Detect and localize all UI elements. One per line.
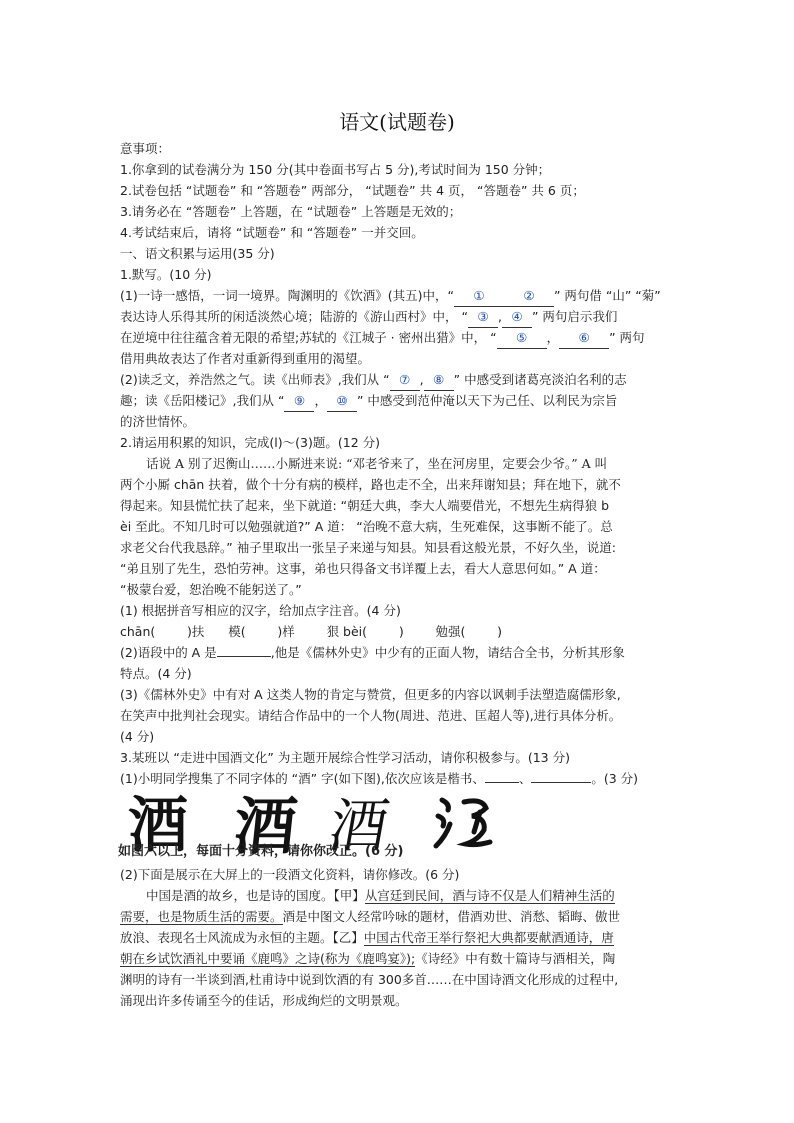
question-1-line: 趣；读《岳阳楼记》,我们从 “ ⑨ ， ⑩ ” 中感受到范仲淹以天下为己任、以利民为宗旨 — [120, 390, 690, 412]
jiu-calligraphy-figure — [124, 790, 524, 863]
text-segment: 、 — [518, 771, 532, 786]
question-3-title: 3.某班以 “走进中国酒文化” 为主题开展综合性学习活动，请你积极参与。(13 分) — [120, 750, 570, 765]
sub-question — [120, 642, 690, 663]
notice-item: 3.请务必在 “答题卷” 上答题，在 “试题卷” 上答题是无效的； — [120, 204, 462, 219]
question-1-line: 表达诗人乐得其所的闲适淡然心境；陆游的《游山西村》中， “ ③ , ④ ” 两句启示我们 — [120, 306, 690, 328]
blank-4[interactable]: ④ — [502, 306, 532, 328]
blank-8[interactable]: ⑧ — [424, 369, 454, 391]
underlined-sentence-yi[interactable]: 朝在乡试饮酒礼中要诵《鹿鸣》之诗(称为《鹿鸣宴》); — [120, 951, 416, 966]
text-segment: (2)语段中的 A 是 — [120, 645, 217, 660]
underlined-sentence-jia[interactable]: 需要，也是物质生活的需要。 — [120, 909, 283, 924]
material-passage-line: 涌现出许多传诵至今的佳话，形成绚烂的文明景观。 — [120, 993, 408, 1008]
blank-10[interactable]: ⑩ — [327, 390, 357, 412]
question-1-line: 在逆境中往往蕴含着无限的希望;苏轼的《江城子 · 密州出猎》中， “ ⑤ ， ⑥ ” 两句 — [120, 327, 690, 349]
reading-passage-line: 求老父台代我恳辞。” 袖子里取出一张呈子来递与知县。知县看这般光景，不好久坐，说道: — [120, 540, 616, 555]
clipped-caption-line — [118, 844, 518, 861]
pinyin-row: chān( )扶 模( )样 狠 bèi( ) 勉强( ) — [120, 624, 503, 639]
text-segment: ” 两句借 “山” “菊” — [553, 288, 661, 303]
sub-question: (2)下面是展示在大屏上的一段酒文化资料，请你修改。(6 分) — [120, 867, 460, 882]
material-passage-line — [120, 885, 716, 906]
sub-question: (3)《儒林外史》中有对 A 这类人物的肯定与赞赏，但更多的内容以讽刺手法塑造腐儒形象, — [120, 687, 621, 702]
sub-question — [120, 768, 690, 789]
reading-passage-line: 得起来。知县慌忙扶了起来，坐下就道: “朝廷大典，李大人端要借光，不想先生病得狼 b — [120, 498, 610, 513]
notice-heading: 意事项： — [120, 141, 171, 156]
blank-1[interactable]: ① — [454, 285, 504, 307]
notice-item: 2.试卷包括 “试题卷” 和 “答题卷” 两部分， “试题卷” 共 4 页， “答题卷” 共 6 页； — [120, 183, 585, 198]
text-segment: 《诗经》中有数十篇诗与酒相关，陶 — [415, 951, 616, 966]
notice-item: 4.考试结束后，请将 “试题卷” 和 “答题卷” 一并交回。 — [120, 225, 424, 240]
text-segment: ,他是《儒林外史》中少有的正面人物，请结合全书，分析其形象 — [270, 645, 625, 660]
sub-question: 在笑声中批判社会现实。请结合作品中的一个人物(周进、范进、匡超人等),进行具体分析。 — [120, 708, 622, 723]
section-heading: 一、语文积累与运用(35 分) — [120, 246, 275, 261]
question-1-line — [120, 285, 690, 307]
material-passage-line — [120, 927, 690, 948]
reading-passage-line: “弟且别了先生，恐怕劳神。这事，弟也只得备文书详覆上去，看大人意思何如。” A 道： — [120, 561, 606, 576]
text-segment: 中国是酒的故乡，也是诗的国度。【甲】 — [146, 888, 365, 903]
text-segment: ” 中感受到范仲淹以天下为己任、以利民为宗旨 — [356, 393, 618, 408]
jiu-glyph-xing: 酒 — [323, 792, 394, 860]
jiu-glyph-cao — [436, 800, 490, 846]
text-segment: (2)读乏文，养浩然之气。读《出师表》,我们从 “ — [120, 372, 390, 387]
text-segment: 趣；读《岳阳楼记》,我们从 “ — [120, 393, 285, 408]
reading-passage-line: 话说 A 别了迟衡山……小厮进来说: “邓老爷来了，坐在河房里，定要会少爷。” A 叫 — [146, 456, 608, 471]
text-segment: 酒是中图文人经常吟咏的题材，借酒劝世、消愁、韬晦、傲世 — [282, 909, 621, 924]
text-segment: (1)小明同学搜集了不同字体的 “酒” 字(如下图),依次应该是楷书、 — [120, 771, 485, 786]
page-title: 语文(试题卷) — [339, 110, 455, 134]
material-passage-line — [120, 906, 690, 927]
text-segment: ” 两句 — [609, 330, 645, 345]
blank-font-4[interactable] — [565, 782, 591, 783]
jiu-glyph-li: 酒 — [230, 790, 300, 863]
blank-font-3[interactable] — [531, 782, 565, 783]
blank-a-name[interactable] — [217, 656, 271, 657]
text-segment: 表达诗人乐得其所的闲适淡然心境；陆游的《游山西村》中， “ — [120, 309, 468, 324]
reading-passage-line: “极蒙台爱，恕治晚不能躬送了。” — [120, 582, 302, 597]
material-passage-line: 渊明的诗有一半谈到酒,杜甫诗中说到饮酒的有 300多首……在中国诗酒文化形成的过程中, — [120, 972, 619, 987]
text-segment: (1)一诗一感悟，一词一境界。陶渊明的《饮酒》(其五)中，“ — [120, 288, 454, 303]
question-2-title: 2.请运用积累的知识，完成(l)～(3)题。(12 分) — [120, 435, 380, 450]
sub-question: (1) 根据拼音写相应的汉字，给加点字注音。(4 分) — [120, 603, 401, 618]
blank-3[interactable]: ③ — [468, 306, 498, 328]
blank-2[interactable]: ② — [504, 285, 554, 307]
material-passage-line — [120, 948, 690, 969]
text-segment: 如图六以上，每面十分资料，请你你改正。(6 分) — [118, 844, 404, 859]
blank-font-2[interactable] — [485, 782, 519, 783]
notice-item: 1.你拿到的试卷满分为 150 分(其中卷面书写占 5 分),考试时间为 150 分钟； — [120, 162, 551, 177]
underlined-sentence-yi[interactable]: 中国古代帝王举行祭祀大典都要献酒通诗，唐 — [363, 930, 614, 945]
underlined-sentence-jia[interactable]: 从宫廷到民间，酒与诗不仅是人们精神生活的 — [364, 888, 615, 903]
blank-6[interactable]: ⑥ — [559, 327, 609, 349]
text-segment: 在逆境中往往蕴含着无限的希望;苏轼的《江城子 · 密州出猎》中， “ — [120, 330, 497, 345]
blank-5[interactable]: ⑤ — [497, 327, 547, 349]
blank-7[interactable]: ⑦ — [390, 369, 420, 391]
sub-question: (4 分) — [120, 729, 155, 744]
jiu-glyph-kai: 酒 — [128, 791, 188, 861]
reading-passage-line: 两个小厮 chān 扶着，做个十分有病的模样，路也走不全，出来拜谢知县；拜在地下，就不 — [120, 477, 621, 492]
text-segment: 放浪、表现名士风流成为永恒的主题。【乙】 — [120, 930, 364, 945]
blank-9[interactable]: ⑨ — [284, 390, 314, 412]
sub-question: 特点。(4 分) — [120, 666, 192, 681]
reading-passage-line: èi 至此。不知几时可以勉强就道?” A 道： “治晚不意大病，生死难保，这事断不能了。总 — [120, 519, 613, 534]
question-1-title: 1.默写。(10 分) — [120, 267, 212, 282]
text-segment: ” 两句启示我们 — [531, 309, 618, 324]
text-segment: 。(3 分) — [591, 771, 639, 786]
question-1-line: 的济世情怀。 — [120, 414, 196, 429]
text-segment: ” 中感受到诸葛亮淡泊名利的志 — [453, 372, 627, 387]
question-1-line: 借用典故表达了作者对重新得到重用的渴望。 — [120, 351, 371, 366]
question-1-line: (2)读乏文，养浩然之气。读《出师表》,我们从 “ ⑦ , ⑧ ” 中感受到诸葛亮淡泊名利的志 — [120, 369, 690, 391]
